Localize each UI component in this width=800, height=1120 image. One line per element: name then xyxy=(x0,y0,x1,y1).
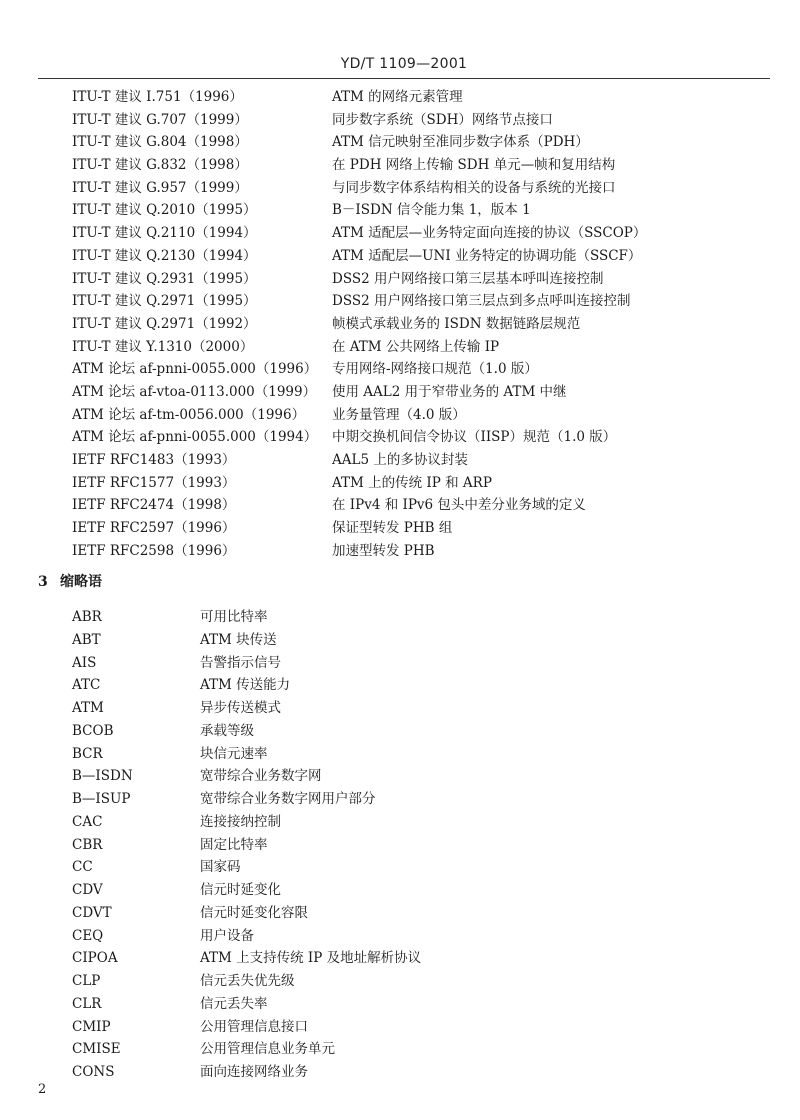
abbreviation: ABT xyxy=(72,631,101,648)
abbreviation-row xyxy=(72,629,672,652)
running-header: YD/T 1109—2001 xyxy=(340,56,468,72)
abbreviation-term: ATM 块传送 xyxy=(200,631,277,648)
abbreviation-term: 可用比特率 xyxy=(200,609,268,625)
reference-code: ITU-T 建议 Q.2971（1992） xyxy=(72,315,257,332)
abbreviation: BCOB xyxy=(72,722,114,739)
abbreviation: CEQ xyxy=(72,927,104,944)
reference-title: 在 ATM 公共网络上传输 IP xyxy=(332,338,500,355)
abbreviation-term: 宽带综合业务数字网 xyxy=(200,768,322,785)
reference-code: ITU-T 建议 Q.2931（1995） xyxy=(72,270,257,287)
abbreviation-term: 信元时延变化 xyxy=(200,882,281,898)
abbreviation-row xyxy=(72,1016,672,1039)
reference-title: 帧模式承载业务的 ISDN 数据链路层规范 xyxy=(332,315,581,332)
reference-row xyxy=(72,313,752,336)
reference-title: 保证型转发 PHB 组 xyxy=(332,520,453,537)
abbreviation: ABR xyxy=(72,609,102,625)
abbreviation: CMIP xyxy=(72,1018,111,1035)
abbreviations-list xyxy=(72,606,672,1084)
abbreviation-row xyxy=(72,993,672,1016)
reference-row xyxy=(72,472,752,495)
reference-title: 专用网络-网络接口规范（1.0 版） xyxy=(332,361,538,378)
abbreviation-row xyxy=(72,674,672,697)
abbreviation: AIS xyxy=(72,654,97,671)
abbreviation-term: 信元丢失优先级 xyxy=(200,973,295,989)
abbreviation: ATC xyxy=(72,677,101,694)
abbreviation-row xyxy=(72,606,672,629)
reference-row xyxy=(72,540,752,563)
reference-title: DSS2 用户网络接口第三层基本呼叫连接控制 xyxy=(332,270,604,287)
abbreviation-row xyxy=(72,811,672,834)
reference-row xyxy=(72,199,752,222)
reference-row xyxy=(72,131,752,154)
abbreviation: CLR xyxy=(72,995,102,1012)
abbreviation-row xyxy=(72,720,672,743)
reference-code: IETF RFC1577（1993） xyxy=(72,474,236,491)
abbreviation-row xyxy=(72,947,672,970)
reference-row xyxy=(72,381,752,404)
reference-code: ITU-T 建议 Y.1310（2000） xyxy=(72,338,254,355)
abbreviation-row xyxy=(72,1038,672,1061)
reference-code: ITU-T 建议 Q.2971（1995） xyxy=(72,293,257,310)
reference-code: IETF RFC2598（1996） xyxy=(72,542,236,559)
abbreviation: B—ISUP xyxy=(72,791,131,807)
reference-title: B－ISDN 信令能力集 1，版本 1 xyxy=(332,202,531,219)
abbreviation: CDV xyxy=(72,882,103,898)
abbreviation-term: 国家码 xyxy=(200,859,241,876)
reference-title: DSS2 用户网络接口第三层点到多点呼叫连接控制 xyxy=(332,293,631,310)
reference-row xyxy=(72,245,752,268)
reference-code: ITU-T 建议 Q.2010（1995） xyxy=(72,202,257,219)
abbreviation-term: 公用管理信息业务单元 xyxy=(200,1041,335,1058)
abbreviation-row xyxy=(72,652,672,675)
reference-row xyxy=(72,494,752,517)
abbreviation: CLP xyxy=(72,973,101,989)
reference-code: ATM 论坛 af-pnni-0055.000（1994） xyxy=(72,429,318,446)
header-rule xyxy=(38,78,770,79)
abbreviation-row xyxy=(72,970,672,993)
reference-code: IETF RFC2597（1996） xyxy=(72,520,236,537)
reference-row xyxy=(72,268,752,291)
abbreviation-term: ATM 传送能力 xyxy=(200,677,291,694)
abbreviation: B—ISDN xyxy=(72,768,133,785)
reference-row xyxy=(72,336,752,359)
abbreviation: CMISE xyxy=(72,1041,121,1058)
reference-title: AAL5 上的多协议封装 xyxy=(332,452,468,468)
reference-title: 与同步数字体系结构相关的设备与系统的光接口 xyxy=(332,179,616,196)
reference-title: ATM 信元映射至准同步数字体系（PDH） xyxy=(332,134,589,151)
reference-row xyxy=(72,517,752,540)
abbreviation-row xyxy=(72,925,672,948)
reference-code: ITU-T 建议 G.707（1999） xyxy=(72,111,248,128)
reference-code: IETF RFC2474（1998） xyxy=(72,497,236,514)
section-number: 3 xyxy=(38,574,48,590)
normative-references-list xyxy=(72,86,752,562)
reference-title: ATM 适配层—UNI 业务特定的协调功能（SSCF） xyxy=(332,247,642,264)
reference-code: ITU-T 建议 G.832（1998） xyxy=(72,157,248,174)
reference-row xyxy=(72,290,752,313)
reference-title: 在 IPv4 和 IPv6 包头中差分业务域的定义 xyxy=(332,497,586,514)
abbreviation: BCR xyxy=(72,745,103,762)
abbreviation-term: 固定比特率 xyxy=(200,836,268,853)
section-title: 缩略语 xyxy=(60,574,102,590)
reference-title: 中期交换机间信令协议（IISP）规范（1.0 版） xyxy=(332,429,617,446)
reference-code: ITU-T 建议 Q.2110（1994） xyxy=(72,225,257,242)
reference-code: ITU-T 建议 G.804（1998） xyxy=(72,134,248,151)
abbreviation-term: 告警指示信号 xyxy=(200,654,281,671)
reference-row xyxy=(72,404,752,427)
abbreviation-term: 宽带综合业务数字网用户部分 xyxy=(200,791,376,807)
abbreviation: CDVT xyxy=(72,904,112,921)
abbreviation-row xyxy=(72,1061,672,1084)
page-number: 2 xyxy=(38,1082,47,1097)
reference-row xyxy=(72,449,752,472)
abbreviation-row xyxy=(72,697,672,720)
reference-title: ATM 适配层—业务特定面向连接的协议（SSCOP） xyxy=(332,225,647,242)
abbreviation-term: 信元丢失率 xyxy=(200,995,268,1012)
abbreviation-row xyxy=(72,856,672,879)
abbreviation-row xyxy=(72,743,672,766)
abbreviation: CC xyxy=(72,859,93,876)
reference-code: ITU-T 建议 I.751（1996） xyxy=(72,89,243,105)
abbreviation-term: 信元时延变化容限 xyxy=(200,904,308,921)
reference-title: 加速型转发 PHB xyxy=(332,542,435,559)
reference-code: ATM 论坛 af-vtoa-0113.000（1999） xyxy=(72,383,317,400)
reference-code: IETF RFC1483（1993） xyxy=(72,452,236,468)
abbreviation: CIPOA xyxy=(72,950,118,967)
reference-row xyxy=(72,86,752,109)
abbreviation-row xyxy=(72,834,672,857)
abbreviation-row xyxy=(72,788,672,811)
abbreviation: CAC xyxy=(72,813,103,830)
abbreviation-term: 块信元速率 xyxy=(200,745,268,762)
abbreviation-term: 承载等级 xyxy=(200,722,254,739)
reference-row xyxy=(72,154,752,177)
reference-title: 使用 AAL2 用于窄带业务的 ATM 中继 xyxy=(332,383,567,400)
reference-row xyxy=(72,358,752,381)
abbreviation-term: 异步传送模式 xyxy=(200,700,281,716)
abbreviation: ATM xyxy=(72,700,104,716)
reference-title: 在 PDH 网络上传输 SDH 单元—帧和复用结构 xyxy=(332,157,616,174)
reference-title: ATM 的网络元素管理 xyxy=(332,89,463,105)
reference-title: 同步数字系统（SDH）网络节点接口 xyxy=(332,111,553,128)
reference-row xyxy=(72,426,752,449)
section-heading xyxy=(38,571,102,591)
abbreviation-term: 连接接纳控制 xyxy=(200,813,281,830)
abbreviation-term: 用户设备 xyxy=(200,927,254,944)
abbreviation-row xyxy=(72,879,672,902)
abbreviation: CBR xyxy=(72,836,103,853)
abbreviation-row xyxy=(72,902,672,925)
reference-code: ATM 论坛 af-tm-0056.000（1996） xyxy=(72,406,306,423)
abbreviation-term: 面向连接网络业务 xyxy=(200,1064,308,1080)
abbreviation: CONS xyxy=(72,1064,115,1080)
reference-row xyxy=(72,109,752,132)
reference-row xyxy=(72,177,752,200)
abbreviation-term: 公用管理信息接口 xyxy=(200,1018,308,1035)
reference-code: ITU-T 建议 Q.2130（1994） xyxy=(72,247,257,264)
reference-title: 业务量管理（4.0 版） xyxy=(332,406,466,423)
abbreviation-row xyxy=(72,765,672,788)
reference-row xyxy=(72,222,752,245)
reference-code: ITU-T 建议 G.957（1999） xyxy=(72,179,248,196)
reference-code: ATM 论坛 af-pnni-0055.000（1996） xyxy=(72,361,318,378)
reference-title: ATM 上的传统 IP 和 ARP xyxy=(332,474,492,491)
abbreviation-term: ATM 上支持传统 IP 及地址解析协议 xyxy=(200,950,422,967)
